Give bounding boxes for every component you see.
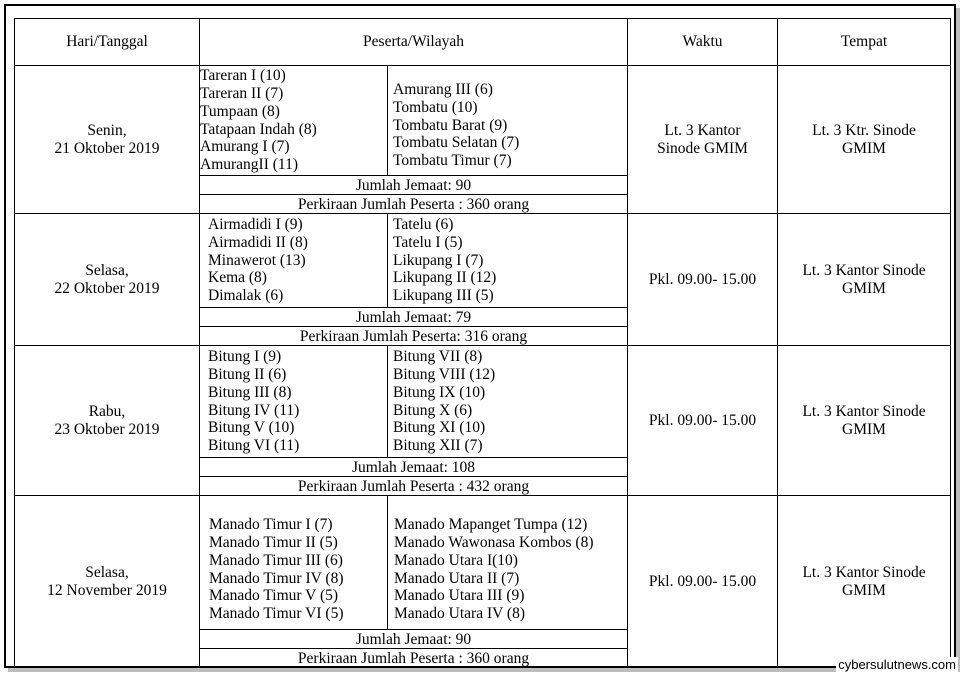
jemaat-total: Jumlah Jemaat: 90 <box>200 176 628 195</box>
day-date: 12 November 2019 <box>47 581 167 599</box>
jemaat-total: Jumlah Jemaat: 79 <box>200 308 628 327</box>
participant-list-left <box>200 496 388 630</box>
header-time: Waktu <box>628 19 778 66</box>
participant-list-left <box>200 346 388 458</box>
day-date: 23 Oktober 2019 <box>54 420 160 438</box>
time-cell <box>628 214 778 346</box>
list-item: Tatelu I (5) <box>393 233 463 251</box>
day-cell <box>15 346 200 496</box>
day-date: 21 Oktober 2019 <box>54 139 160 157</box>
place-line2: GMIM <box>842 139 886 157</box>
list-item: Bitung IV (11) <box>208 401 300 419</box>
place-line1: Lt. 3 Kantor Sinode <box>802 402 926 420</box>
participant-list-right <box>388 496 628 630</box>
day-name: Selasa, <box>85 261 129 279</box>
list-item: Tareran II (7) <box>200 84 284 102</box>
time-cell <box>628 346 778 496</box>
schedule-table <box>14 18 951 668</box>
list-item: Manado Timur VI (5) <box>209 605 344 623</box>
day-date: 22 Oktober 2019 <box>54 279 160 297</box>
list-item: Manado Mapanget Tumpa (12) <box>394 516 588 534</box>
schedule-body <box>15 66 951 669</box>
schedule-row-partial <box>15 668 951 669</box>
list-item: Likupang III (5) <box>393 287 494 305</box>
time-line2: Sinode GMIM <box>657 139 748 157</box>
list-item: Bitung X (6) <box>393 401 473 419</box>
participant-estimate: Perkiraan Jumlah Peserta : 360 orang <box>200 195 628 214</box>
list-item: Tombatu (10) <box>393 98 478 116</box>
list-item: Manado Utara III (9) <box>394 587 525 605</box>
list-item: Kema (8) <box>208 269 267 287</box>
list-item: Bitung VIII (12) <box>393 365 496 383</box>
place-line2: GMIM <box>842 581 886 599</box>
list-item: Amurang III (6) <box>393 81 493 98</box>
place-line2: GMIM <box>842 279 886 297</box>
day-name: Senin, <box>87 121 127 139</box>
list-item: Manado Utara I(10) <box>394 551 518 569</box>
place-cell <box>778 214 951 346</box>
jemaat-total: Jumlah Jemaat: 108 <box>200 458 628 477</box>
list-item: Manado Timur II (5) <box>209 533 338 551</box>
list-item: Bitung III (8) <box>208 383 292 401</box>
time-line1: Pkl. 09.00- 15.00 <box>648 270 757 288</box>
participant-estimate: Perkiraan Jumlah Peserta : 360 orang <box>200 649 628 668</box>
list-item: Manado Utara II (7) <box>394 569 520 587</box>
time-cell <box>628 496 778 668</box>
place-line2: GMIM <box>842 420 886 438</box>
list-item: Likupang II (12) <box>393 269 497 287</box>
list-item: Manado Timur I (7) <box>209 516 333 534</box>
list-item: Bitung VI (11) <box>208 437 300 455</box>
list-item: Manado Timur III (6) <box>209 551 343 569</box>
place-cell <box>778 66 951 214</box>
list-item: Bitung XII (7) <box>393 437 483 455</box>
place-cell <box>778 496 951 668</box>
document-frame <box>4 4 956 668</box>
day-cell <box>15 214 200 346</box>
list-item: Bitung I (9) <box>208 348 282 366</box>
list-item: Tombatu Timur (7) <box>393 152 512 170</box>
participant-estimate: Perkiraan Jumlah Peserta: 316 orang <box>200 327 628 346</box>
list-item: AmurangII (11) <box>200 156 298 174</box>
list-item: Amurang I (7) <box>200 138 290 156</box>
list-item: Bitung V (10) <box>208 419 295 437</box>
time-line1: Lt. 3 Kantor <box>664 121 741 139</box>
list-item: Tareran I (10) <box>200 67 286 85</box>
place-line1: Lt. 3 Kantor Sinode <box>802 563 926 581</box>
schedule-row <box>15 346 951 458</box>
participant-list-right <box>388 66 628 176</box>
time-line1: Pkl. 09.00- 15.00 <box>648 411 757 429</box>
participant-estimate: Perkiraan Jumlah Peserta : 432 orang <box>200 477 628 496</box>
watermark: cybersulutnews.com <box>838 657 956 672</box>
schedule-row <box>15 66 951 176</box>
list-item: Tatapaan Indah (8) <box>200 120 317 138</box>
list-item: Tombatu Barat (9) <box>393 116 508 134</box>
time-line1: Pkl. 09.00- 15.00 <box>648 572 757 590</box>
header-place: Tempat <box>778 19 951 66</box>
participant-list-left <box>200 214 388 308</box>
list-item: Minawerot (13) <box>208 251 306 269</box>
header-participants: Peserta/Wilayah <box>200 19 628 66</box>
header-day: Hari/Tanggal <box>15 19 200 66</box>
jemaat-total: Jumlah Jemaat: 90 <box>200 630 628 649</box>
list-item: Tombatu Selatan (7) <box>393 134 520 152</box>
day-cell <box>15 496 200 668</box>
schedule-row <box>15 214 951 308</box>
list-item: Likupang I (7) <box>393 251 484 269</box>
list-item: Manado Timur V (5) <box>209 587 339 605</box>
list-item: Tatelu (6) <box>393 216 454 233</box>
list-item: Dimalak (6) <box>208 287 284 305</box>
participant-list-left <box>200 66 388 176</box>
header-row <box>15 19 951 66</box>
participant-list-right <box>388 346 628 458</box>
list-item: Bitung IX (10) <box>393 383 486 401</box>
place-line1: Lt. 3 Ktr. Sinode <box>812 121 916 139</box>
schedule-row <box>15 496 951 630</box>
list-item: Bitung II (6) <box>208 365 287 383</box>
day-name: Selasa, <box>85 563 129 581</box>
time-cell <box>628 66 778 214</box>
place-cell <box>778 346 951 496</box>
participant-list-right <box>388 214 628 308</box>
list-item: Airmadidi I (9) <box>208 216 303 233</box>
place-line1: Lt. 3 Kantor Sinode <box>802 261 926 279</box>
list-item: Manado Utara IV (8) <box>394 605 525 623</box>
list-item: Tumpaan (8) <box>200 102 280 120</box>
list-item: Airmadidi II (8) <box>208 233 308 251</box>
list-item: Manado Wawonasa Kombos (8) <box>394 533 594 551</box>
day-cell <box>15 66 200 214</box>
list-item: Manado Timur IV (8) <box>209 569 344 587</box>
day-name: Rabu, <box>88 402 126 420</box>
list-item: Bitung VII (8) <box>393 348 483 366</box>
list-item: Bitung XI (10) <box>393 419 486 437</box>
